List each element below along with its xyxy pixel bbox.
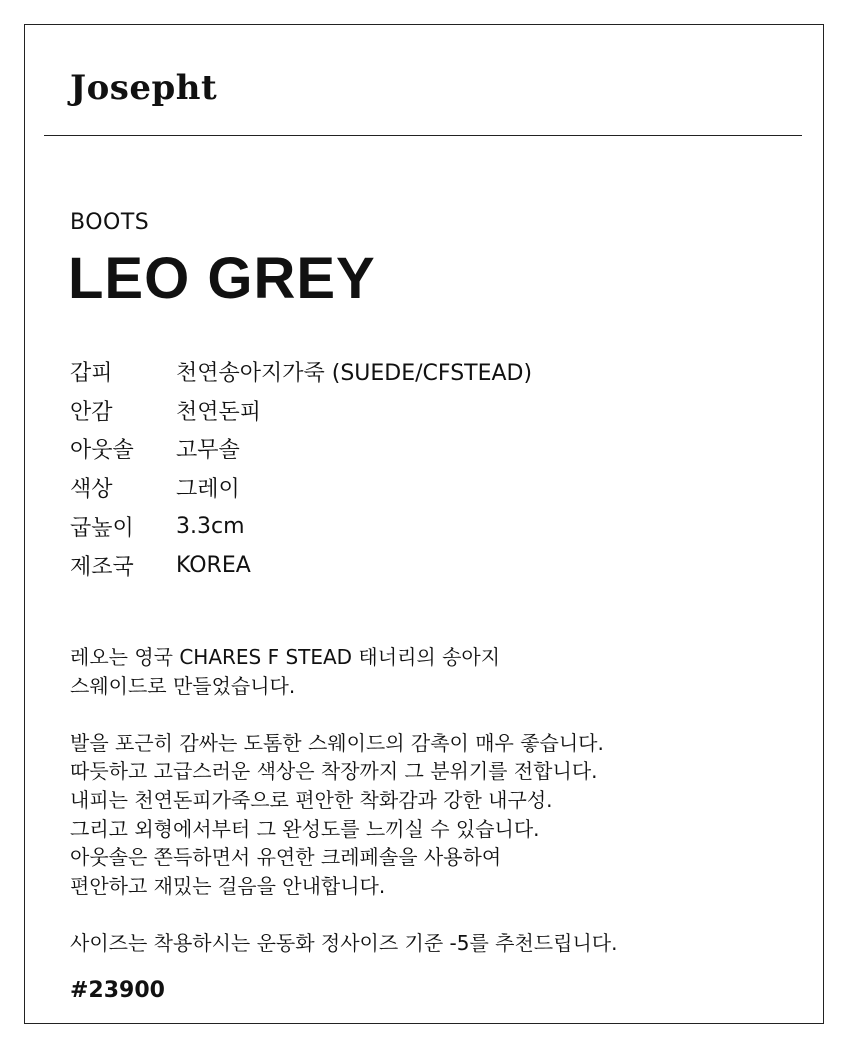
spec-value: 3.3cm xyxy=(176,514,245,540)
product-code: #23900 xyxy=(70,978,165,1003)
spec-value: 천연송아지가죽 (SUEDE/CFSTEAD) xyxy=(176,360,533,386)
description-line: 편안하고 재밌는 걸음을 안내합니다. xyxy=(70,873,386,898)
header-divider xyxy=(44,135,802,136)
spec-value: 고무솔 xyxy=(176,438,240,464)
description-line: 아웃솔은 쫀득하면서 유연한 크레페솔을 사용하여 xyxy=(70,845,502,870)
spec-row-origin xyxy=(70,546,532,585)
spec-label: 갑피 xyxy=(70,360,113,386)
spec-value: 그레이 xyxy=(176,477,240,503)
description-line: 발을 포근히 감싸는 도톰한 스웨이드의 감촉이 매우 좋습니다. xyxy=(70,730,604,755)
product-title: LEO GREY xyxy=(68,246,376,311)
spec-row-lining xyxy=(70,391,532,430)
description-line: 레오는 영국 CHARES F STEAD 태너리의 송아지 xyxy=(70,645,501,669)
description-line: 그리고 외형에서부터 그 완성도를 느끼실 수 있습니다. xyxy=(70,816,540,841)
description-line: 스웨이드로 만들었습니다. xyxy=(70,673,296,698)
spec-label: 색상 xyxy=(70,477,113,503)
spec-row-color xyxy=(70,468,532,507)
spec-table xyxy=(70,352,532,585)
spec-label: 아웃솔 xyxy=(70,438,134,464)
product-description xyxy=(70,643,617,958)
description-line: 사이즈는 착용하시는 운동화 정사이즈 기준 -5를 추천드립니다. xyxy=(70,930,618,955)
spec-value: 천연돈피 xyxy=(176,399,262,425)
spec-row-heel-height xyxy=(70,507,532,546)
spec-row-upper xyxy=(70,352,532,391)
spec-label: 안감 xyxy=(70,399,113,425)
spec-value: KOREA xyxy=(176,552,251,578)
spec-label: 제조국 xyxy=(70,554,134,580)
spec-label: 굽높이 xyxy=(70,516,134,542)
brand-logo: Josepht xyxy=(70,68,218,108)
description-line: 따듯하고 고급스러운 색상은 착장까지 그 분위기를 전합니다. xyxy=(70,759,598,784)
description-line: 내피는 천연돈피가죽으로 편안한 착화감과 강한 내구성. xyxy=(70,787,553,812)
product-category: BOOTS xyxy=(70,210,150,235)
spec-row-outsole xyxy=(70,430,532,469)
